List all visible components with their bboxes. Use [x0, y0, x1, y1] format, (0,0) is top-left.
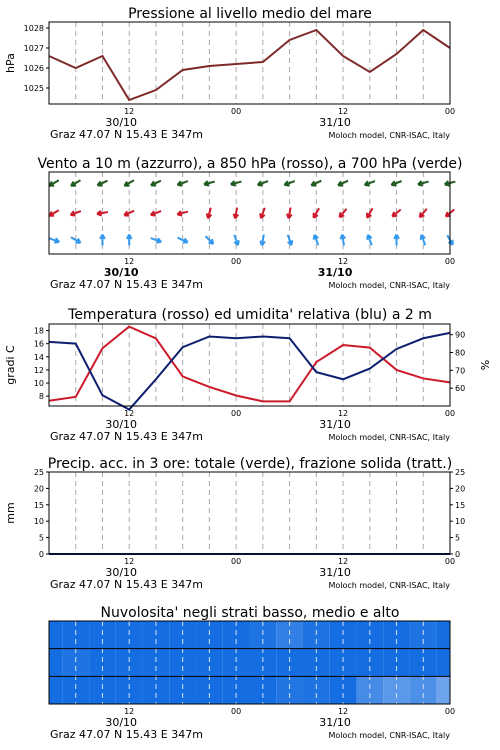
wind-arrow: [341, 235, 346, 246]
wind-arrow-head: [204, 184, 209, 185]
wind-arrow-head: [391, 185, 396, 186]
x-tick-label: 12: [124, 707, 135, 716]
y-tick-label: 0: [38, 550, 44, 559]
chart-title: Pressione al livello medio del mare: [128, 6, 372, 22]
cloud-cell: [330, 676, 357, 704]
plot-frame: [49, 472, 450, 554]
x-tick-label: 00: [444, 107, 456, 116]
credit-label: Moloch model, CNR-ISAC, Italy: [328, 581, 450, 590]
pressure-line: [49, 30, 450, 100]
x-tick-label: 00: [231, 257, 242, 266]
x-tick-label: 00: [231, 557, 242, 566]
chart-title: Nuvolosita' negli strati basso, medio e alto: [100, 605, 400, 621]
y-right-tick-label: 10: [455, 517, 466, 527]
location-label: Graz 47.07 N 15.43 E 347m: [50, 728, 203, 741]
y-right-tick-label: 5: [455, 533, 461, 543]
y-tick-label: 18: [33, 326, 44, 336]
wind-arrow-head: [367, 235, 368, 240]
chart-title: Precip. acc. in 3 ore: totale (verde), frazione solida (tratt.): [47, 456, 453, 472]
y-right-tick-label: 15: [455, 500, 466, 510]
wind-arrow-head: [177, 214, 182, 215]
date-label: 31/10: [319, 566, 351, 579]
y-tick-label: 10: [33, 517, 44, 527]
cloud-cell: [49, 649, 62, 677]
x-tick-label: 12: [124, 557, 135, 566]
wind-arrow-head: [418, 184, 423, 185]
y-axis-label: hPa: [4, 53, 17, 73]
credit-label: Moloch model, CNR-ISAC, Italy: [328, 433, 450, 442]
credit-label: Moloch model, CNR-ISAC, Italy: [328, 281, 450, 290]
y-tick-label: 1025: [23, 84, 44, 93]
y-right-tick-label: 80: [455, 348, 466, 358]
wind-arrow-head: [291, 240, 292, 245]
cloud-cover-chart: [49, 605, 455, 741]
wind-arrow-head: [238, 240, 239, 245]
y-tick-label: 16: [33, 339, 44, 349]
x-tick-label: 12: [337, 257, 349, 266]
x-tick-label: 12: [337, 409, 349, 418]
wind-arrow: [367, 235, 372, 245]
wind-chart: [37, 156, 462, 291]
y-tick-label: 1027: [23, 44, 44, 53]
y-tick-label: 15: [33, 500, 44, 510]
cloud-cell: [143, 676, 170, 704]
x-tick-label: 12: [124, 409, 135, 418]
date-label: 30/10: [105, 116, 138, 129]
cloud-cell: [62, 676, 89, 704]
cloud-cell: [437, 676, 450, 704]
wind-arrow-head: [231, 184, 236, 185]
cloud-cell: [116, 676, 143, 704]
wind-arrow: [421, 235, 426, 245]
wind-arrow-head: [71, 215, 76, 216]
wind-arrow: [314, 235, 319, 245]
location-label: Graz 47.07 N 15.43 E 347m: [50, 128, 203, 141]
y-tick-label: 5: [38, 533, 44, 543]
date-label: 31/10: [319, 716, 351, 729]
chart-title: Vento a 10 m (azzurro), a 850 hPa (rosso), a 700 hPa (verde): [37, 156, 463, 172]
wind-arrow: [394, 235, 399, 246]
y-tick-label: 14: [33, 352, 44, 362]
x-tick-label: 12: [337, 107, 349, 116]
date-label: 30/10: [105, 716, 138, 729]
wind-arrow: [100, 235, 105, 246]
y-tick-label: 1026: [23, 64, 44, 73]
date-label: 31/10: [319, 418, 351, 431]
wind-arrow: [49, 210, 59, 216]
y-right-tick-label: 20: [455, 484, 466, 494]
x-tick-label: 00: [231, 409, 242, 418]
location-label: Graz 47.07 N 15.43 E 347m: [50, 578, 203, 591]
y-tick-label: 10: [33, 379, 44, 389]
pressure-chart: [4, 6, 455, 141]
y-tick-label: 25: [33, 468, 44, 477]
y-right-tick-label: 70: [455, 366, 466, 376]
wind-arrow: [49, 238, 59, 243]
y-axis-label: gradi C: [4, 345, 17, 385]
date-label: 30/10: [103, 266, 139, 279]
precipitation-chart: [4, 456, 465, 591]
y-tick-label: 20: [33, 484, 44, 494]
cloud-cell: [89, 676, 116, 704]
date-label: 31/10: [317, 266, 353, 279]
wind-arrow-head: [258, 185, 263, 186]
cloud-cell: [437, 621, 450, 649]
wind-arrow-head: [421, 235, 422, 240]
y-right-tick-label: 90: [455, 330, 466, 340]
wind-arrow-head: [392, 216, 397, 217]
wind-arrow: [234, 208, 239, 219]
date-label: 30/10: [105, 418, 138, 431]
plot-frame: [49, 172, 450, 254]
date-label: 30/10: [105, 566, 138, 579]
cloud-cell: [196, 676, 223, 704]
y-right-axis-label: %: [479, 359, 492, 371]
location-label: Graz 47.07 N 15.43 E 347m: [50, 278, 203, 291]
x-tick-label: 00: [444, 707, 456, 716]
credit-label: Moloch model, CNR-ISAC, Italy: [328, 731, 450, 740]
y-right-tick-label: 25: [455, 468, 466, 477]
cloud-cell: [276, 676, 303, 704]
y-axis-label: mm: [4, 502, 17, 524]
y-right-tick-label: 0: [455, 550, 461, 559]
wind-arrow-head: [445, 184, 450, 185]
x-tick-label: 00: [444, 409, 456, 418]
wind-arrow: [260, 235, 265, 246]
wind-arrow-head: [177, 185, 182, 186]
wind-arrow: [287, 208, 292, 219]
cloud-cell: [169, 676, 196, 704]
x-tick-label: 00: [444, 557, 456, 566]
y-tick-label: 8: [38, 392, 44, 402]
chart-title: Temperatura (rosso) ed umidita' relativa (blu) a 2 m: [68, 307, 432, 323]
temperature-humidity-chart: [4, 307, 492, 443]
cloud-cell: [437, 649, 450, 677]
x-tick-label: 00: [231, 707, 242, 716]
wind-arrow-head: [212, 239, 213, 244]
x-tick-label: 12: [124, 257, 135, 266]
credit-label: Moloch model, CNR-ISAC, Italy: [328, 131, 450, 140]
location-label: Graz 47.07 N 15.43 E 347m: [50, 430, 203, 443]
wind-arrow-head: [314, 235, 315, 240]
x-tick-label: 12: [124, 107, 135, 116]
wind-arrow: [49, 180, 59, 186]
x-tick-label: 12: [337, 707, 349, 716]
y-tick-label: 12: [33, 365, 44, 375]
wind-arrow: [127, 235, 132, 246]
cloud-cell: [303, 676, 330, 704]
wind-arrow-head: [365, 185, 370, 186]
cloud-cell: [250, 676, 277, 704]
wind-arrow-head: [151, 215, 156, 216]
cloud-cell: [410, 676, 437, 704]
y-tick-label: 1028: [23, 24, 44, 33]
x-tick-label: 12: [337, 557, 349, 566]
y-right-tick-label: 60: [455, 384, 466, 394]
cloud-cell: [223, 676, 250, 704]
x-tick-label: 00: [231, 107, 242, 116]
wind-arrow-head: [284, 185, 289, 186]
cloud-cell: [383, 676, 410, 704]
cloud-cell: [49, 676, 62, 704]
x-tick-label: 00: [444, 257, 456, 266]
cloud-cell: [49, 621, 62, 649]
cloud-cell: [356, 676, 383, 704]
date-label: 31/10: [319, 116, 351, 129]
